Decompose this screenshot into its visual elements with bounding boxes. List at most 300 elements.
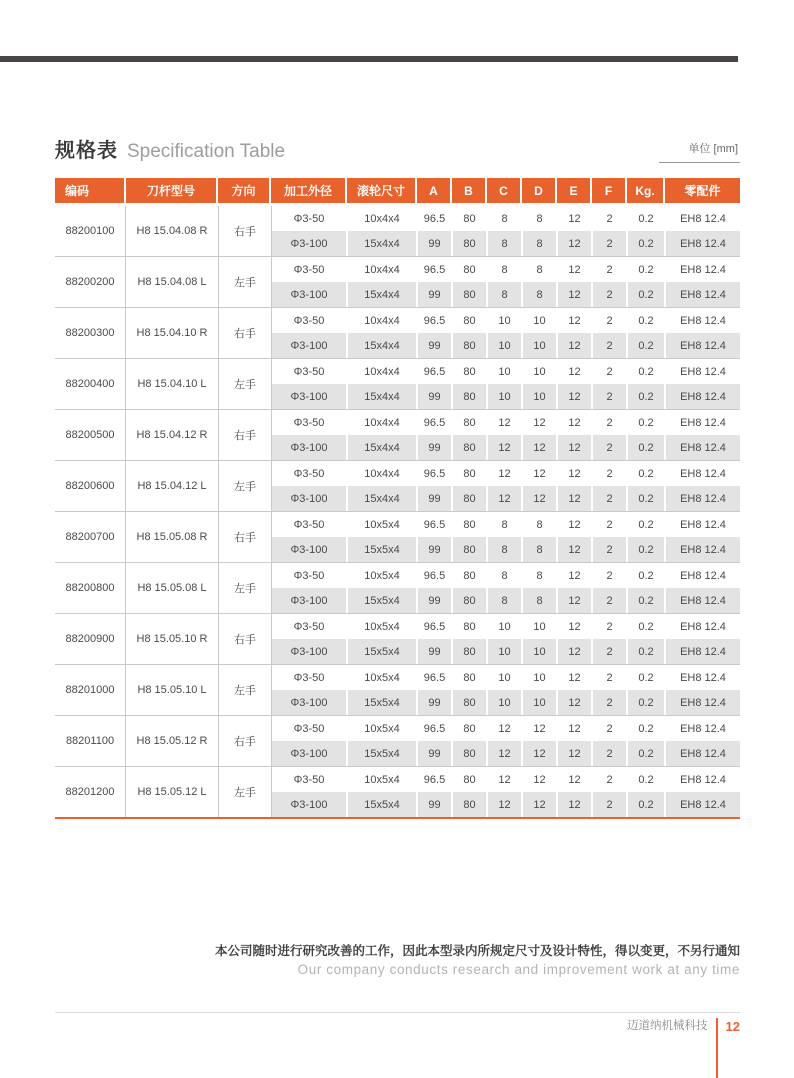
cell-d: 12	[523, 486, 556, 511]
cell-outer-dia: Φ3-100	[272, 588, 346, 613]
table-header-row	[55, 178, 740, 203]
cell-d: 12	[523, 461, 556, 486]
group-subrows	[272, 716, 740, 766]
page-title-en: Specification Table	[127, 141, 286, 162]
cell-parts: EH8 12.4	[666, 690, 740, 715]
cell-f: 2	[593, 614, 626, 639]
cell-e: 12	[558, 410, 591, 435]
cell-roller-size: 15x5x4	[348, 588, 416, 613]
cell-direction: 左手	[219, 257, 272, 307]
cell-c: 12	[488, 486, 521, 511]
cell-kg: 0.2	[628, 282, 664, 307]
cell-c: 10	[488, 333, 521, 358]
cell-direction: 右手	[219, 614, 272, 664]
table-subrow	[272, 333, 740, 358]
cell-parts: EH8 12.4	[666, 512, 740, 537]
table-row-group	[55, 715, 740, 766]
table-body	[55, 206, 740, 819]
header-cell-c: C	[487, 178, 520, 203]
table-row-group	[55, 664, 740, 715]
cell-b: 80	[453, 410, 486, 435]
table-row-group	[55, 206, 740, 256]
cell-a: 99	[418, 435, 451, 460]
cell-e: 12	[558, 614, 591, 639]
cell-parts: EH8 12.4	[666, 792, 740, 817]
cell-kg: 0.2	[628, 512, 664, 537]
page-footer	[55, 1018, 740, 1078]
cell-e: 12	[558, 690, 591, 715]
group-subrows	[272, 614, 740, 664]
cell-kg: 0.2	[628, 767, 664, 792]
header-cell-d: D	[522, 178, 555, 203]
cell-b: 80	[453, 716, 486, 741]
cell-c: 12	[488, 792, 521, 817]
cell-roller-size: 10x4x4	[348, 359, 416, 384]
table-subrow	[272, 359, 740, 384]
cell-e: 12	[558, 486, 591, 511]
cell-d: 8	[523, 563, 556, 588]
cell-c: 10	[488, 639, 521, 664]
cell-f: 2	[593, 639, 626, 664]
cell-b: 80	[453, 308, 486, 333]
table-subrow	[272, 461, 740, 486]
cell-c: 12	[488, 410, 521, 435]
cell-e: 12	[558, 665, 591, 690]
cell-f: 2	[593, 206, 626, 231]
cell-f: 2	[593, 665, 626, 690]
cell-code: 88201200	[55, 767, 126, 817]
cell-model: H8 15.05.08 R	[126, 512, 219, 562]
cell-kg: 0.2	[628, 359, 664, 384]
cell-outer-dia: Φ3-100	[272, 282, 346, 307]
cell-f: 2	[593, 588, 626, 613]
cell-parts: EH8 12.4	[666, 333, 740, 358]
cell-model: H8 15.05.08 L	[126, 563, 219, 613]
group-subrows	[272, 767, 740, 817]
cell-f: 2	[593, 486, 626, 511]
cell-kg: 0.2	[628, 384, 664, 409]
cell-a: 99	[418, 792, 451, 817]
cell-a: 96.5	[418, 563, 451, 588]
cell-c: 12	[488, 461, 521, 486]
cell-roller-size: 10x4x4	[348, 410, 416, 435]
cell-model: H8 15.04.08 L	[126, 257, 219, 307]
group-subrows	[272, 257, 740, 307]
cell-e: 12	[558, 333, 591, 358]
cell-b: 80	[453, 384, 486, 409]
cell-b: 80	[453, 665, 486, 690]
table-subrow	[272, 512, 740, 537]
cell-model: H8 15.04.12 R	[126, 410, 219, 460]
cell-code: 88200500	[55, 410, 126, 460]
cell-c: 10	[488, 308, 521, 333]
group-subrows	[272, 512, 740, 562]
group-subrows	[272, 461, 740, 511]
cell-roller-size: 15x4x4	[348, 486, 416, 511]
cell-kg: 0.2	[628, 257, 664, 282]
cell-f: 2	[593, 282, 626, 307]
table-row-group	[55, 409, 740, 460]
disclaimer	[215, 941, 740, 977]
cell-a: 99	[418, 333, 451, 358]
cell-e: 12	[558, 359, 591, 384]
cell-kg: 0.2	[628, 690, 664, 715]
cell-outer-dia: Φ3-100	[272, 537, 346, 562]
cell-e: 12	[558, 206, 591, 231]
cell-roller-size: 15x5x4	[348, 741, 416, 766]
table-row-group	[55, 766, 740, 817]
cell-a: 96.5	[418, 257, 451, 282]
cell-f: 2	[593, 308, 626, 333]
cell-b: 80	[453, 792, 486, 817]
table-subrow	[272, 257, 740, 282]
cell-b: 80	[453, 690, 486, 715]
cell-outer-dia: Φ3-50	[272, 410, 346, 435]
cell-kg: 0.2	[628, 563, 664, 588]
cell-roller-size: 15x4x4	[348, 231, 416, 256]
cell-roller-size: 10x5x4	[348, 767, 416, 792]
cell-kg: 0.2	[628, 614, 664, 639]
cell-roller-size: 15x4x4	[348, 435, 416, 460]
cell-b: 80	[453, 435, 486, 460]
cell-a: 99	[418, 588, 451, 613]
cell-d: 8	[523, 206, 556, 231]
cell-direction: 左手	[219, 461, 272, 511]
cell-outer-dia: Φ3-100	[272, 792, 346, 817]
cell-c: 10	[488, 614, 521, 639]
header-cell-outer-dia: 加工外径	[271, 178, 345, 203]
cell-d: 10	[523, 614, 556, 639]
cell-f: 2	[593, 257, 626, 282]
cell-e: 12	[558, 767, 591, 792]
cell-parts: EH8 12.4	[666, 257, 740, 282]
cell-b: 80	[453, 512, 486, 537]
cell-e: 12	[558, 588, 591, 613]
cell-d: 8	[523, 257, 556, 282]
cell-a: 96.5	[418, 308, 451, 333]
table-subrow	[272, 614, 740, 639]
cell-d: 8	[523, 231, 556, 256]
cell-c: 8	[488, 512, 521, 537]
header-cell-roller-size: 滚轮尺寸	[347, 178, 415, 203]
cell-d: 12	[523, 767, 556, 792]
group-subrows	[272, 665, 740, 715]
cell-a: 96.5	[418, 206, 451, 231]
cell-e: 12	[558, 563, 591, 588]
cell-d: 10	[523, 665, 556, 690]
cell-a: 99	[418, 639, 451, 664]
header-cell-kg: Kg.	[627, 178, 663, 203]
cell-kg: 0.2	[628, 486, 664, 511]
cell-model: H8 15.05.10 L	[126, 665, 219, 715]
cell-parts: EH8 12.4	[666, 384, 740, 409]
specification-table	[55, 178, 740, 819]
table-subrow	[272, 231, 740, 256]
cell-outer-dia: Φ3-100	[272, 435, 346, 460]
cell-code: 88200700	[55, 512, 126, 562]
cell-model: H8 15.05.10 R	[126, 614, 219, 664]
cell-parts: EH8 12.4	[666, 231, 740, 256]
cell-b: 80	[453, 741, 486, 766]
page-title	[55, 134, 285, 163]
table-row-group	[55, 562, 740, 613]
cell-roller-size: 10x4x4	[348, 461, 416, 486]
cell-b: 80	[453, 257, 486, 282]
cell-f: 2	[593, 384, 626, 409]
group-subrows	[272, 563, 740, 613]
header-cell-f: F	[592, 178, 625, 203]
cell-outer-dia: Φ3-100	[272, 384, 346, 409]
cell-d: 10	[523, 333, 556, 358]
cell-kg: 0.2	[628, 741, 664, 766]
cell-direction: 左手	[219, 665, 272, 715]
cell-d: 12	[523, 741, 556, 766]
cell-c: 10	[488, 690, 521, 715]
cell-c: 12	[488, 716, 521, 741]
cell-f: 2	[593, 359, 626, 384]
table-subrow	[272, 308, 740, 333]
cell-parts: EH8 12.4	[666, 563, 740, 588]
cell-parts: EH8 12.4	[666, 486, 740, 511]
cell-outer-dia: Φ3-100	[272, 486, 346, 511]
cell-a: 96.5	[418, 665, 451, 690]
table-row-group	[55, 511, 740, 562]
cell-d: 8	[523, 512, 556, 537]
cell-c: 8	[488, 588, 521, 613]
cell-f: 2	[593, 792, 626, 817]
cell-roller-size: 10x5x4	[348, 563, 416, 588]
cell-e: 12	[558, 741, 591, 766]
cell-d: 8	[523, 537, 556, 562]
cell-d: 8	[523, 282, 556, 307]
cell-roller-size: 10x4x4	[348, 257, 416, 282]
cell-roller-size: 15x5x4	[348, 639, 416, 664]
table-subrow	[272, 206, 740, 231]
table-row-group	[55, 358, 740, 409]
group-subrows	[272, 410, 740, 460]
cell-d: 8	[523, 588, 556, 613]
cell-code: 88200300	[55, 308, 126, 358]
cell-parts: EH8 12.4	[666, 359, 740, 384]
header-right-grid	[271, 178, 740, 203]
cell-e: 12	[558, 257, 591, 282]
cell-b: 80	[453, 333, 486, 358]
cell-outer-dia: Φ3-50	[272, 308, 346, 333]
table-subrow	[272, 563, 740, 588]
cell-direction: 右手	[219, 410, 272, 460]
cell-d: 10	[523, 384, 556, 409]
cell-direction: 右手	[219, 716, 272, 766]
cell-e: 12	[558, 435, 591, 460]
cell-direction: 左手	[219, 563, 272, 613]
cell-roller-size: 15x4x4	[348, 282, 416, 307]
cell-outer-dia: Φ3-50	[272, 257, 346, 282]
cell-c: 12	[488, 741, 521, 766]
cell-code: 88200600	[55, 461, 126, 511]
cell-c: 8	[488, 563, 521, 588]
group-subrows	[272, 206, 740, 256]
cell-roller-size: 10x5x4	[348, 665, 416, 690]
cell-f: 2	[593, 741, 626, 766]
cell-outer-dia: Φ3-50	[272, 563, 346, 588]
cell-d: 12	[523, 716, 556, 741]
table-subrow	[272, 665, 740, 690]
cell-b: 80	[453, 486, 486, 511]
unit-label: 单位 [mm]	[659, 140, 741, 163]
cell-c: 8	[488, 257, 521, 282]
group-subrows	[272, 308, 740, 358]
table-subrow	[272, 537, 740, 562]
cell-direction: 左手	[219, 767, 272, 817]
cell-e: 12	[558, 384, 591, 409]
cell-d: 10	[523, 308, 556, 333]
cell-f: 2	[593, 512, 626, 537]
cell-kg: 0.2	[628, 665, 664, 690]
cell-f: 2	[593, 716, 626, 741]
table-row-group	[55, 256, 740, 307]
cell-b: 80	[453, 461, 486, 486]
cell-parts: EH8 12.4	[666, 614, 740, 639]
cell-kg: 0.2	[628, 410, 664, 435]
cell-e: 12	[558, 308, 591, 333]
header-cell-b: B	[452, 178, 485, 203]
cell-c: 8	[488, 206, 521, 231]
cell-kg: 0.2	[628, 461, 664, 486]
cell-code: 88200200	[55, 257, 126, 307]
cell-model: H8 15.05.12 R	[126, 716, 219, 766]
footer-divider	[55, 1012, 740, 1013]
cell-kg: 0.2	[628, 435, 664, 460]
cell-kg: 0.2	[628, 588, 664, 613]
cell-kg: 0.2	[628, 716, 664, 741]
cell-a: 99	[418, 486, 451, 511]
cell-f: 2	[593, 767, 626, 792]
cell-a: 96.5	[418, 410, 451, 435]
company-name: 迈道纳机械科技	[627, 1020, 708, 1032]
cell-d: 10	[523, 639, 556, 664]
cell-f: 2	[593, 333, 626, 358]
cell-e: 12	[558, 537, 591, 562]
table-subrow	[272, 639, 740, 664]
cell-b: 80	[453, 588, 486, 613]
cell-b: 80	[453, 282, 486, 307]
cell-roller-size: 10x4x4	[348, 206, 416, 231]
cell-roller-size: 10x4x4	[348, 308, 416, 333]
cell-outer-dia: Φ3-50	[272, 716, 346, 741]
cell-model: H8 15.05.12 L	[126, 767, 219, 817]
table-subrow	[272, 767, 740, 792]
cell-outer-dia: Φ3-100	[272, 333, 346, 358]
cell-c: 8	[488, 537, 521, 562]
table-subrow	[272, 486, 740, 511]
table-row-group	[55, 613, 740, 664]
cell-a: 96.5	[418, 359, 451, 384]
cell-a: 99	[418, 690, 451, 715]
cell-f: 2	[593, 231, 626, 256]
header-cell-a: A	[417, 178, 450, 203]
cell-e: 12	[558, 461, 591, 486]
cell-model: H8 15.04.10 L	[126, 359, 219, 409]
cell-c: 8	[488, 282, 521, 307]
group-subrows	[272, 359, 740, 409]
cell-b: 80	[453, 767, 486, 792]
cell-c: 10	[488, 665, 521, 690]
table-row-group	[55, 460, 740, 511]
cell-parts: EH8 12.4	[666, 716, 740, 741]
cell-code: 88201000	[55, 665, 126, 715]
header-cell-parts: 零配件	[665, 178, 740, 203]
cell-kg: 0.2	[628, 206, 664, 231]
cell-parts: EH8 12.4	[666, 537, 740, 562]
cell-f: 2	[593, 690, 626, 715]
cell-b: 80	[453, 537, 486, 562]
cell-a: 99	[418, 384, 451, 409]
cell-a: 99	[418, 282, 451, 307]
table-subrow	[272, 716, 740, 741]
cell-roller-size: 15x5x4	[348, 792, 416, 817]
cell-c: 10	[488, 359, 521, 384]
cell-d: 12	[523, 792, 556, 817]
footer-accent-line	[716, 1018, 718, 1078]
cell-parts: EH8 12.4	[666, 665, 740, 690]
cell-model: H8 15.04.12 L	[126, 461, 219, 511]
cell-c: 8	[488, 231, 521, 256]
header-cell-direction: 方向	[218, 178, 269, 203]
title-row	[55, 134, 740, 163]
table-subrow	[272, 410, 740, 435]
cell-e: 12	[558, 231, 591, 256]
cell-direction: 右手	[219, 206, 272, 256]
top-accent-bar	[0, 56, 738, 62]
table-subrow	[272, 282, 740, 307]
cell-outer-dia: Φ3-50	[272, 206, 346, 231]
cell-b: 80	[453, 563, 486, 588]
cell-d: 10	[523, 690, 556, 715]
cell-parts: EH8 12.4	[666, 206, 740, 231]
cell-d: 12	[523, 435, 556, 460]
table-row-group	[55, 307, 740, 358]
cell-d: 10	[523, 359, 556, 384]
cell-b: 80	[453, 231, 486, 256]
cell-c: 12	[488, 435, 521, 460]
cell-code: 88200900	[55, 614, 126, 664]
header-cell-model: 刀杆型号	[126, 178, 216, 203]
cell-code: 88200100	[55, 206, 126, 256]
cell-b: 80	[453, 614, 486, 639]
table-subrow	[272, 384, 740, 409]
cell-outer-dia: Φ3-100	[272, 639, 346, 664]
table-subrow	[272, 435, 740, 460]
cell-direction: 右手	[219, 512, 272, 562]
cell-outer-dia: Φ3-50	[272, 461, 346, 486]
disclaimer-en: Our company conducts research and improvement work at any time	[297, 962, 740, 977]
cell-a: 96.5	[418, 767, 451, 792]
cell-b: 80	[453, 359, 486, 384]
cell-a: 96.5	[418, 614, 451, 639]
cell-a: 99	[418, 741, 451, 766]
cell-a: 99	[418, 537, 451, 562]
cell-model: H8 15.04.08 R	[126, 206, 219, 256]
page-number: 12	[725, 1019, 740, 1034]
cell-kg: 0.2	[628, 333, 664, 358]
cell-kg: 0.2	[628, 792, 664, 817]
cell-c: 10	[488, 384, 521, 409]
cell-outer-dia: Φ3-50	[272, 512, 346, 537]
cell-parts: EH8 12.4	[666, 639, 740, 664]
cell-outer-dia: Φ3-100	[272, 741, 346, 766]
disclaimer-cn: 本公司随时进行研究改善的工作，因此本型录内所规定尺寸及设计特性，得以变更，不另行通知	[214, 944, 740, 958]
cell-outer-dia: Φ3-100	[272, 231, 346, 256]
